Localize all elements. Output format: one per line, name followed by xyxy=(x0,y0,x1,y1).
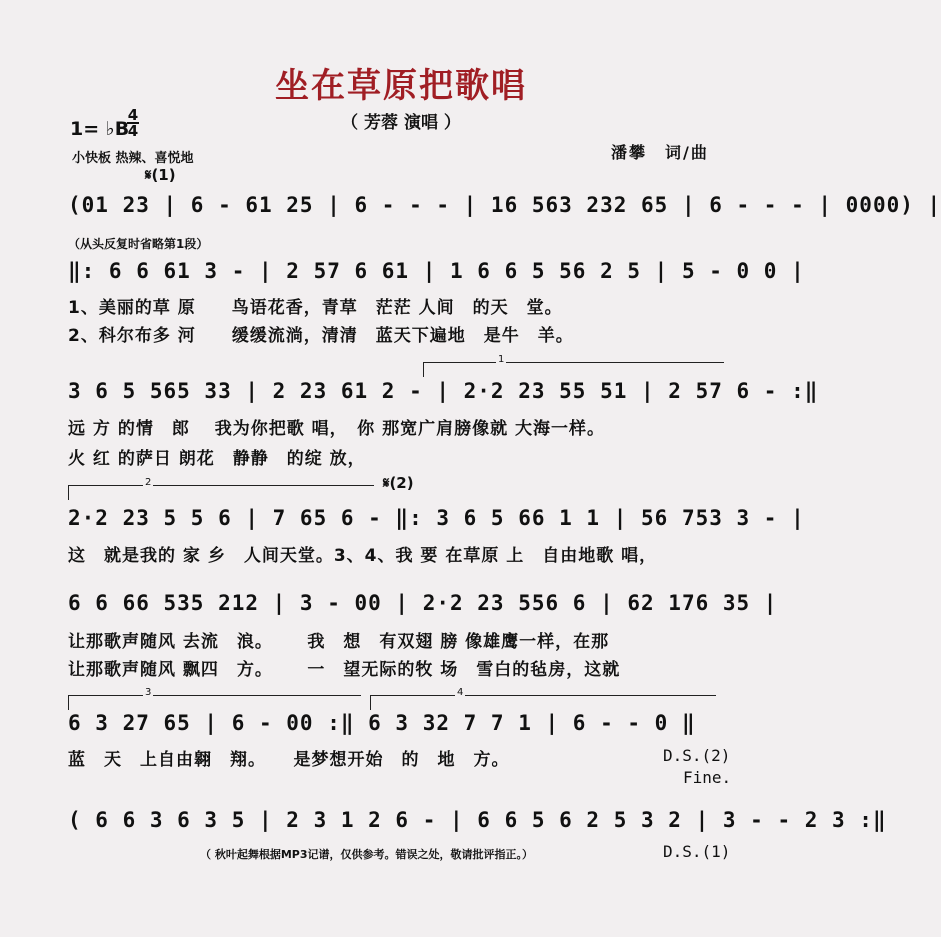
volta-number-2: 2 xyxy=(145,477,152,488)
singer-credit: （ 芳蓉 演唱 ） xyxy=(341,113,461,133)
volta-bracket-4 xyxy=(370,687,716,710)
lyric-row-4-verse2: 让那歌声随风 飘四 方。 一 望无际的牧 场 雪白的毡房，这就 xyxy=(68,660,621,680)
transcriber-note: （ 秋叶起舞根据MP3记谱，仅供参考。错误之处，敬请批评指正。） xyxy=(200,848,533,861)
notation-row-outro: ( 6 6 3 6 3 5 | 2 3 1 2 6 - | 6 6 5 6 2 5 3 2 | 3 - - 2 3 :‖ xyxy=(68,808,887,832)
volta-number-1: 1 xyxy=(498,354,505,365)
tempo-marking: 小快板 热辣、喜悦地 xyxy=(72,151,194,166)
dal-segno-1: D.S.(1) xyxy=(663,842,731,861)
volta-bracket-3 xyxy=(68,687,361,710)
song-title: 坐在草原把歌唱 xyxy=(275,66,527,106)
volta-number-3: 3 xyxy=(145,687,152,698)
notation-row-2: 3 6 5 565 33 | 2 23 61 2 - | 2·2 23 55 51 | 2 57 6 - :‖ xyxy=(68,379,819,403)
time-signature-bottom: 4 xyxy=(127,122,139,140)
lyric-row-3: 这 就是我的 家 乡 人间天堂。3、4、我 要 在草原 上 自由地歌 唱， xyxy=(68,546,658,566)
lyric-row-2-verse1: 远 方 的情 郎 我为你把歌 唱， 你 那宽广肩膀像就 大海一样。 xyxy=(68,419,606,439)
time-signature xyxy=(127,108,139,138)
notation-row-4: 6 6 66 535 212 | 3 - 00 | 2·2 23 556 6 | 62 176 35 | xyxy=(68,591,778,615)
volta-bracket-2 xyxy=(68,477,374,500)
notation-row-3: 2·2 23 5 5 6 | 7 65 6 - ‖: 3 6 5 66 1 1 | 56 753 3 - | xyxy=(68,506,805,530)
notation-row-1: ‖: 6 6 61 3 - | 2 57 6 61 | 1 6 6 5 56 2 5 | 5 - 0 0 | xyxy=(68,259,805,283)
repeat-note: （从头反复时省略第1段） xyxy=(68,237,209,251)
fine-marking: Fine. xyxy=(683,768,732,787)
notation-row-intro: (01 23 | 6 - 61 25 | 6 - - - | 16 563 232 65 | 6 - - - | 0000) | xyxy=(68,193,941,217)
dal-segno-2: D.S.(2) xyxy=(663,746,731,765)
segno-1: 𝄋(1) xyxy=(145,166,176,184)
key-signature: 1= ♭B xyxy=(70,118,130,140)
time-signature-top: 4 xyxy=(127,106,139,124)
notation-row-5: 6 3 27 65 | 6 - 00 :‖ 6 3 32 7 7 1 | 6 - - 0 ‖ xyxy=(68,711,696,735)
lyric-row-1-verse1: 1、美丽的草 原 鸟语花香，青草 茫茫 人间 的天 堂。 xyxy=(68,298,563,318)
lyric-row-2-verse2: 火 红 的萨日 朗花 静静 的绽 放， xyxy=(68,449,366,469)
segno-2: 𝄋(2) xyxy=(383,474,414,492)
volta-bracket-1 xyxy=(423,354,724,377)
composer-credit: 潘攀 词/曲 xyxy=(611,143,709,162)
lyric-row-4-verse1: 让那歌声随风 去流 浪。 我 想 有双翅 膀 像雄鹰一样，在那 xyxy=(68,632,610,652)
volta-number-4: 4 xyxy=(457,687,464,698)
lyric-row-1-verse2: 2、科尔布多 河 缓缓流淌，清清 蓝天下遍地 是牛 羊。 xyxy=(68,326,574,346)
lyric-row-5: 蓝 天 上自由翱 翔。 是梦想开始 的 地 方。 xyxy=(68,750,510,770)
